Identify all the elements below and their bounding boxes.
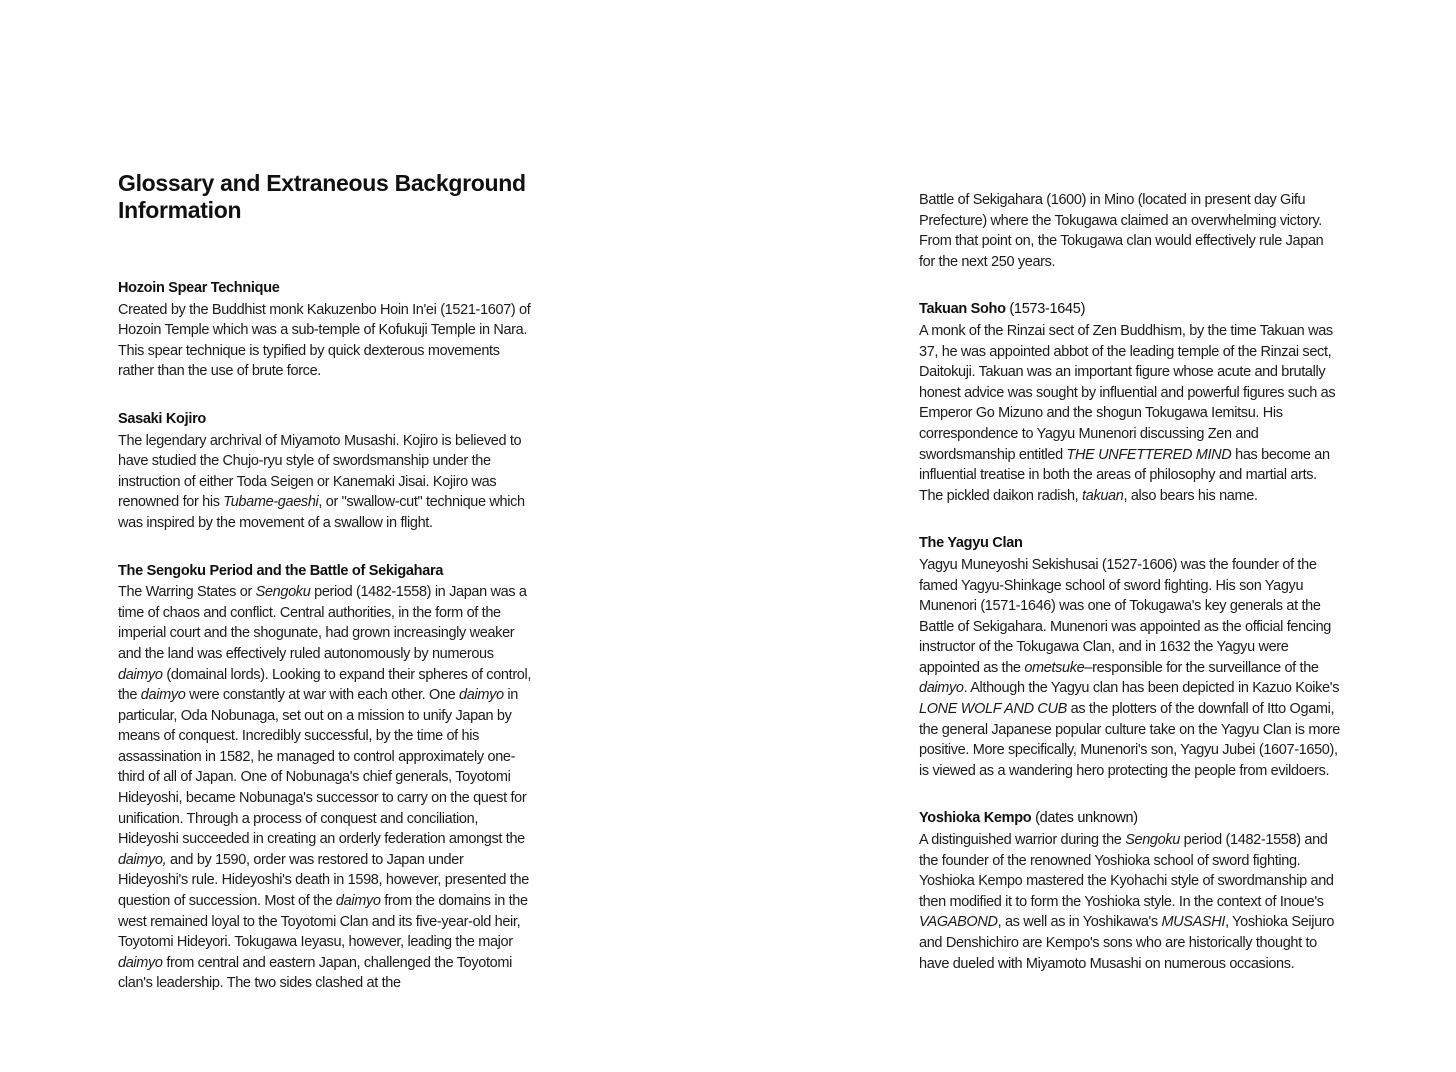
entry-heading-name: Yoshioka Kempo [919,810,1032,827]
italic-term: daimyo [140,687,186,704]
text-segment: , as well as in Yoshikawa's [997,914,1162,931]
text-segment: , or "swallow-cut" technique which was inspired by the movement of a swallow in flight. [118,494,525,531]
text-segment: The Warring States or [118,584,256,601]
italic-term: LONE WOLF AND CUB [919,701,1067,718]
entry-heading [919,808,1340,829]
glossary-entry [118,561,536,994]
entry-heading-name: Takuan Soho [919,301,1006,318]
entry-heading [118,409,536,430]
text-segment: Battle of Sekigahara (1600) in Mino (located in present day Gifu Prefecture) where the Tokugawa claimed an overwhelming victory. From that point on, the Tokugawa clan would effectively rule Japan for the next 250 years. [919,192,1324,270]
entry-heading [118,561,536,582]
entry-body [919,555,1340,782]
right-column-sections [919,190,1340,974]
text-segment: and by 1590, order was restored to Japan under Hideyoshi's rule. Hideyoshi's death in 1598, however, presented the question of succession. Most of the [118,851,529,910]
italic-term: ometsuke [1024,659,1085,676]
text-segment: Created by the Buddhist monk Kakuzenbo Hoin In'ei (1521-1607) of Hozoin Temple which was a sub-temple of Kofukuji Temple in Nara. This spear technique is typified by quick dexterous movements rather than the use of brute force. [118,301,531,380]
italic-term: daimyo, [118,851,167,868]
text-segment: period (1482-1558) in Japan was a time of chaos and conflict. Central authorities, in the form of the imperial court and the shogunate, had grown increasingly weaker and the land was effectively ruled autonomously by numerous [118,584,527,662]
text-segment: from the domains in the west remained loyal to the Toyotomi Clan and its five-year-old heir, Toyotomi Hideyori. Tokugawa Ieyasu, however, leading the major [118,893,528,951]
italic-term: Sengoku [1125,832,1180,849]
text-segment: Yagyu Muneyoshi Sekishusai (1527-1606) was the founder of the famed Yagyu-Shinkage school of sword fighting. His son Yagyu Munenori (1571-1646) was one of Tokugawa's key generals at the Battle of Sekigahara. Munenori was appointed as the official fencing instructor of the Tokugawa Clan, and in 1632 the Yagyu were appointed as the [919,556,1332,676]
entry-body [118,582,536,994]
text-segment: were constantly at war with each other. One [185,687,460,704]
entry-heading-note: (1573-1645) [1005,301,1086,318]
page-title: Glossary and Extraneous Background Information [118,170,526,223]
text-segment: . Although the Yagyu clan has been depicted in Kazuo Koike's [963,680,1340,697]
left-page-column [118,170,536,994]
entry-heading [919,299,1340,320]
entry-body [919,321,1340,506]
text-segment: A monk of the Rinzai sect of Zen Buddhism, by the time Takuan was 37, he was appointed abbot of the leading temple of the Rinzai sect, Daitokuji. Takuan was an important figure whose acute and brutally honest advice was sought by influential and powerful figures such as Emperor Go Mizuno and the shogun Tokugawa Iemitsu. His correspondence to Yagyu Munenori discussing Zen and swordsmanship entitled [919,322,1336,463]
entry-heading-name: The Yagyu Clan [919,535,1023,552]
text-segment: from central and eastern Japan, challenged the Toyotomi clan's leadership. The two sides clashed at the [118,954,512,992]
entry-body [118,300,536,382]
glossary-entry [919,533,1340,781]
entry-heading-note: (dates unknown) [1031,810,1138,827]
text-segment: , Yoshioka Seijuro and Denshichiro are Kempo's sons who are historically thought to have dueled with Miyamoto Musashi on numerous occasions. [919,914,1335,972]
italic-term: MUSASHI [1161,914,1226,931]
text-segment: A distinguished warrior during the [919,832,1126,849]
right-page-column [919,190,1340,974]
italic-term: Tubame-gaeshi [223,494,319,511]
italic-term: takuan [1082,487,1124,504]
text-segment: (domainal lords). Looking to expand their spheres of control, the [118,666,532,704]
italic-term: daimyo [335,893,381,910]
entry-body [919,190,1340,272]
entry-heading [118,278,536,299]
glossary-entry [919,808,1340,974]
left-column-sections [118,278,536,994]
text-segment: period (1482-1558) and the founder of the renowned Yoshioka school of sword fighting. Yoshioka Kempo mastered the Kyohachi style of swordmanship and then modified it to form the Yoshioka style. In the context of Inoue's [919,832,1334,910]
italic-term: Sengoku [255,584,311,601]
glossary-entry [919,190,1340,272]
glossary-entry [118,278,536,382]
italic-term: VAGABOND [919,914,998,931]
italic-term: daimyo [459,687,504,704]
entry-heading-name: The Sengoku Period and the Battle of Sekigahara [118,562,444,579]
text-segment: The legendary archrival of Miyamoto Musashi. Kojiro is believed to have studied the Chujo-ryu style of swordsmanship under the instruction of either Toda Seigen or Kanemaki Jisai. Kojiro was renowned for his [118,432,522,511]
glossary-entry [118,409,536,534]
entry-heading-name: Sasaki Kojiro [118,410,206,427]
glossary-entry [919,299,1340,506]
entry-heading [919,533,1340,554]
entry-heading-name: Hozoin Spear Technique [118,280,280,296]
text-segment: –responsible for the surveillance of the [1084,659,1319,676]
text-segment: in particular, Oda Nobunaga, set out on a mission to unify Japan by means of conquest. Incredibly successful, by the time of his assassination in 1582, he managed to control approximately one-third of all of Japan. One of Nobunaga's chief generals, Toyotomi Hideyoshi, became Nobunaga's successor to carry on the quest for unification. Through a process of conquest and conciliation, Hideyoshi succeeded in creating an orderly federation amongst the [118,687,527,848]
italic-term: THE UNFETTERED MIND [1066,446,1232,463]
text-segment: has become an influential treatise in both the areas of philosophy and martial arts. The pickled daikon radish, [919,446,1330,504]
italic-term: daimyo [919,680,964,697]
italic-term: daimyo [118,954,163,971]
italic-term: daimyo [118,666,163,683]
text-segment: , also bears his name. [1123,487,1258,504]
entry-body [118,431,536,534]
entry-body [919,830,1340,974]
text-segment: as the plotters of the downfall of Itto Ogami, the general Japanese popular culture take on the Yagyu Clan is more positive. More specifically, Munenori's son, Yagyu Jubei (1607-1650), is viewed as a wandering hero protecting the people from evildoers. [919,701,1340,779]
